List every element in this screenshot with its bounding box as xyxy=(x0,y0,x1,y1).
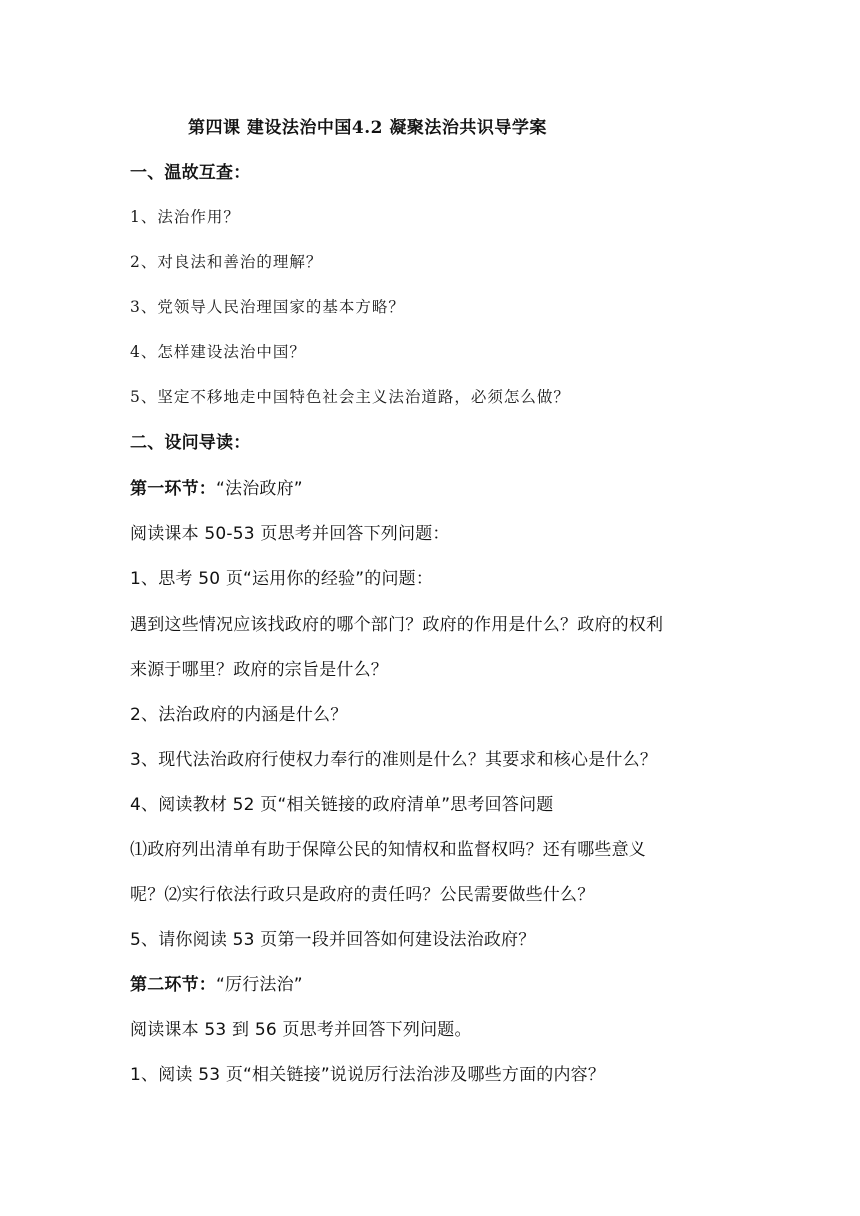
part1-label: 第一环节： xyxy=(130,479,216,499)
review-question-4: 4、怎样建设法治中国？ xyxy=(130,343,306,361)
part1-line: 2、法治政府的内涵是什么？ xyxy=(130,705,348,725)
section-heading-guided-reading: 二、设问导读： xyxy=(130,433,251,453)
part2-heading xyxy=(130,974,303,996)
part2-intro: 阅读课本 53 到 56 页思考并回答下列问题。 xyxy=(130,1020,472,1040)
review-question-3: 3、党领导人民治理国家的基本方略？ xyxy=(130,298,405,316)
part1-intro: 阅读课本 50-53 页思考并回答下列问题： xyxy=(130,524,450,544)
part1-line: 3、现代法治政府行使权力奉行的准则是什么？其要求和核心是什么？ xyxy=(130,750,658,770)
part1-line: 遇到这些情况应该找政府的哪个部门？政府的作用是什么？政府的权利 xyxy=(130,615,664,635)
part1-line: 4、阅读教材 52 页“相关链接的政府清单”思考回答问题 xyxy=(130,795,554,815)
review-question-1: 1、法治作用？ xyxy=(130,208,240,226)
part2-name: “厉行法治” xyxy=(216,975,303,995)
part1-line: 呢？⑵实行依法行政只是政府的责任吗？公民需要做些什么？ xyxy=(130,885,595,905)
page-title: 第四课 建设法治中国4.2 凝聚法治共识导学案 xyxy=(188,118,547,138)
part1-heading xyxy=(130,478,303,500)
section-heading-review: 一、温故互查： xyxy=(130,163,251,183)
part1-line: ⑴政府列出清单有助于保障公民的知情权和监督权吗？还有哪些意义 xyxy=(130,840,646,860)
part1-name: “法治政府” xyxy=(216,479,303,499)
review-question-5: 5、坚定不移地走中国特色社会主义法治道路，必须怎么做？ xyxy=(130,388,570,406)
part1-line: 5、请你阅读 53 页第一段并回答如何建设法治政府？ xyxy=(130,930,536,950)
part2-line: 1、阅读 53 页“相关链接”说说厉行法治涉及哪些方面的内容？ xyxy=(130,1065,606,1085)
part2-label: 第二环节： xyxy=(130,975,216,995)
part1-line: 1、思考 50 页“运用你的经验”的问题： xyxy=(130,569,434,589)
part1-line: 来源于哪里？政府的宗旨是什么？ xyxy=(130,660,388,680)
review-question-2: 2、对良法和善治的理解？ xyxy=(130,253,323,271)
